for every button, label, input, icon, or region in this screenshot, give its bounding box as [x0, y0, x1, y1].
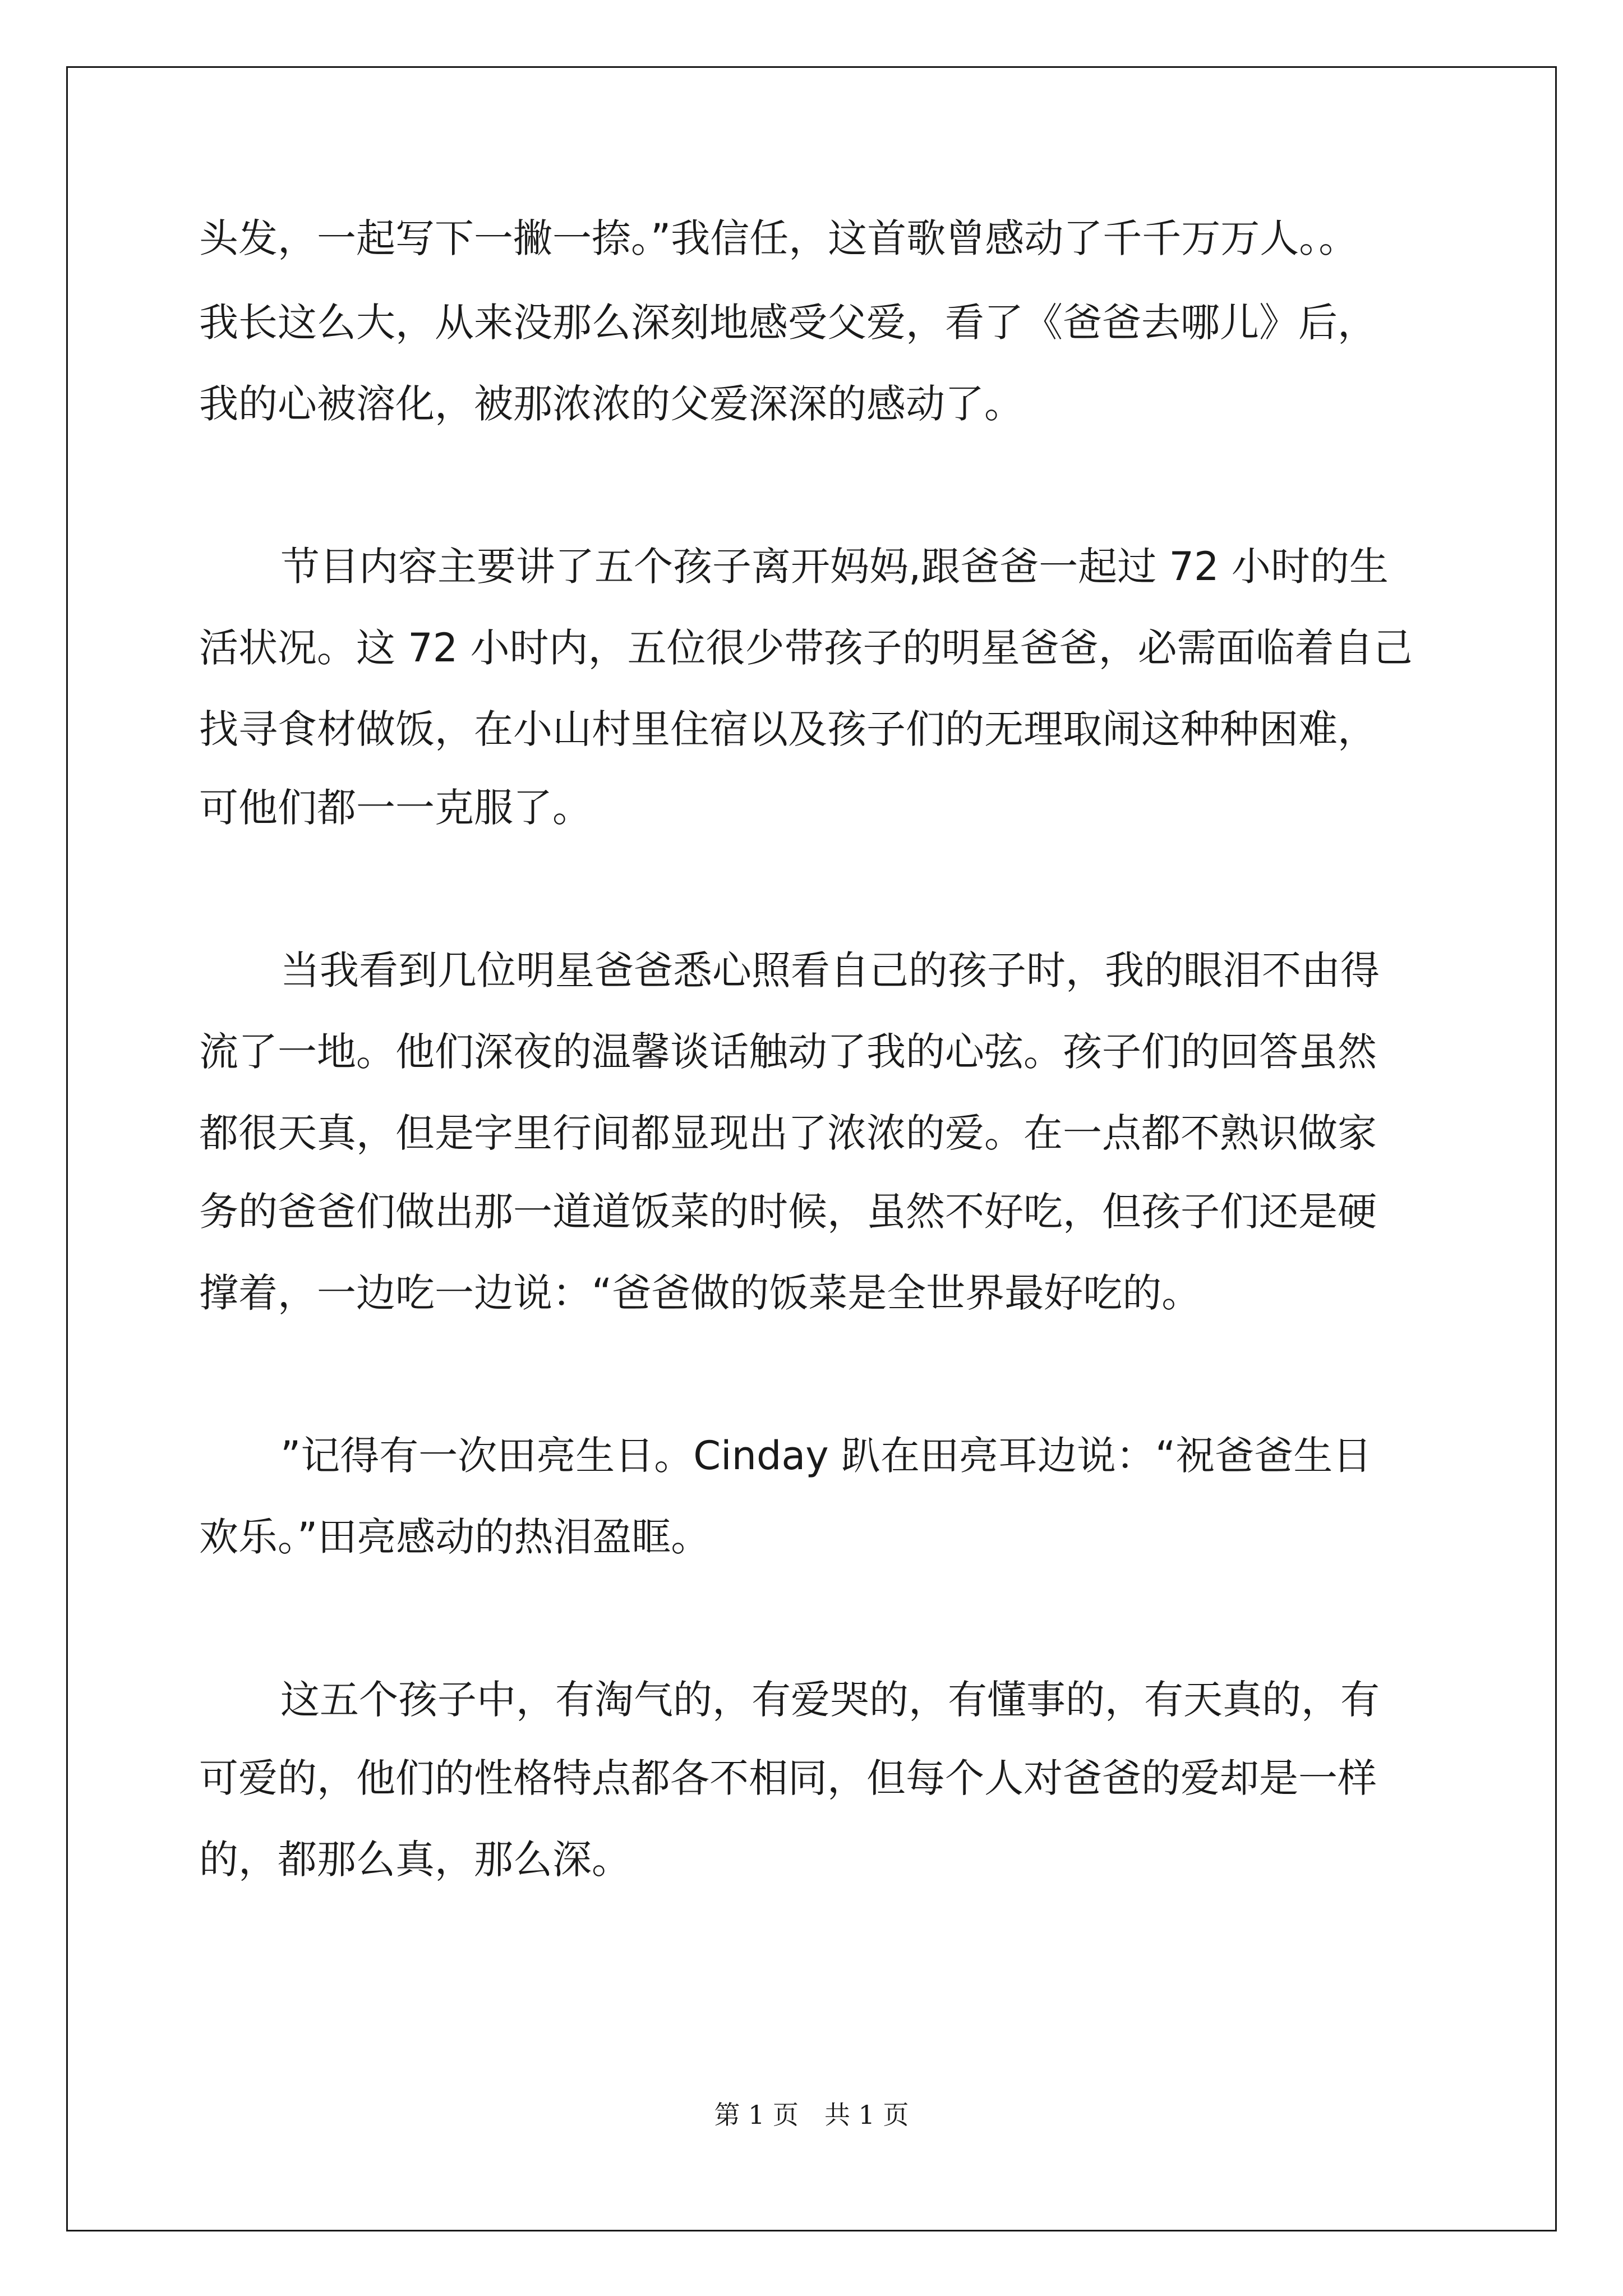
- text-line: 这五个孩子中，有淘气的，有爱哭的，有懂事的，有天真的，有: [280, 1677, 1380, 1723]
- text-line: 撑着，一边吃一边说：“爸爸做的饭菜是全世界最好吃的。: [199, 1270, 1201, 1316]
- text-line: ”记得有一次田亮生日。Cinday 趴在田亮耳边说：“祝爸爸生日: [280, 1433, 1372, 1479]
- text-line: 找寻食材做饭，在小山村里住宿以及孩子们的无理取闹这种种困难，: [199, 706, 1377, 752]
- text-line: 都很天真，但是字里行间都显现出了浓浓的爱。在一点都不熟识做家: [199, 1110, 1377, 1156]
- text-line: 可他们都一一克服了。: [199, 785, 592, 831]
- text-line: 头发，一起写下一撇一捺。”我信任，这首歌曾感动了千千万万人。。: [199, 215, 1358, 261]
- text-line: 的，都那么真，那么深。: [199, 1837, 631, 1883]
- text-line: 可爱的，他们的性格特点都各不相同，但每个人对爸爸的爱却是一样: [199, 1755, 1377, 1801]
- text-line: 活状况。这 72 小时内，五位很少带孩子的明星爸爸，必需面临着自己: [199, 625, 1413, 671]
- text-line: 务的爸爸们做出那一道道饭菜的时候，虽然不好吃，但孩子们还是硬: [199, 1189, 1377, 1235]
- text-line: 欢乐。”田亮感动的热泪盈眶。: [199, 1514, 711, 1560]
- page-total: 共 1 页: [824, 2100, 909, 2130]
- page-footer: [0, 2098, 1623, 2132]
- text-line: 我的心被溶化，被那浓浓的父爱深深的感动了。: [199, 381, 1023, 427]
- text-line: 流了一地。他们深夜的温馨谈话触动了我的心弦。孩子们的回答虽然: [199, 1029, 1377, 1075]
- page-number: 第 1 页: [714, 2100, 799, 2130]
- text-line: 节目内容主要讲了五个孩子离开妈妈,跟爸爸一起过 72 小时的生: [280, 544, 1389, 590]
- text-line: 我长这么大，从来没那么深刻地感受父爱，看了《爸爸去哪儿》后，: [199, 300, 1377, 346]
- text-line: 当我看到几位明星爸爸悉心照看自己的孩子时，我的眼泪不由得: [280, 947, 1380, 993]
